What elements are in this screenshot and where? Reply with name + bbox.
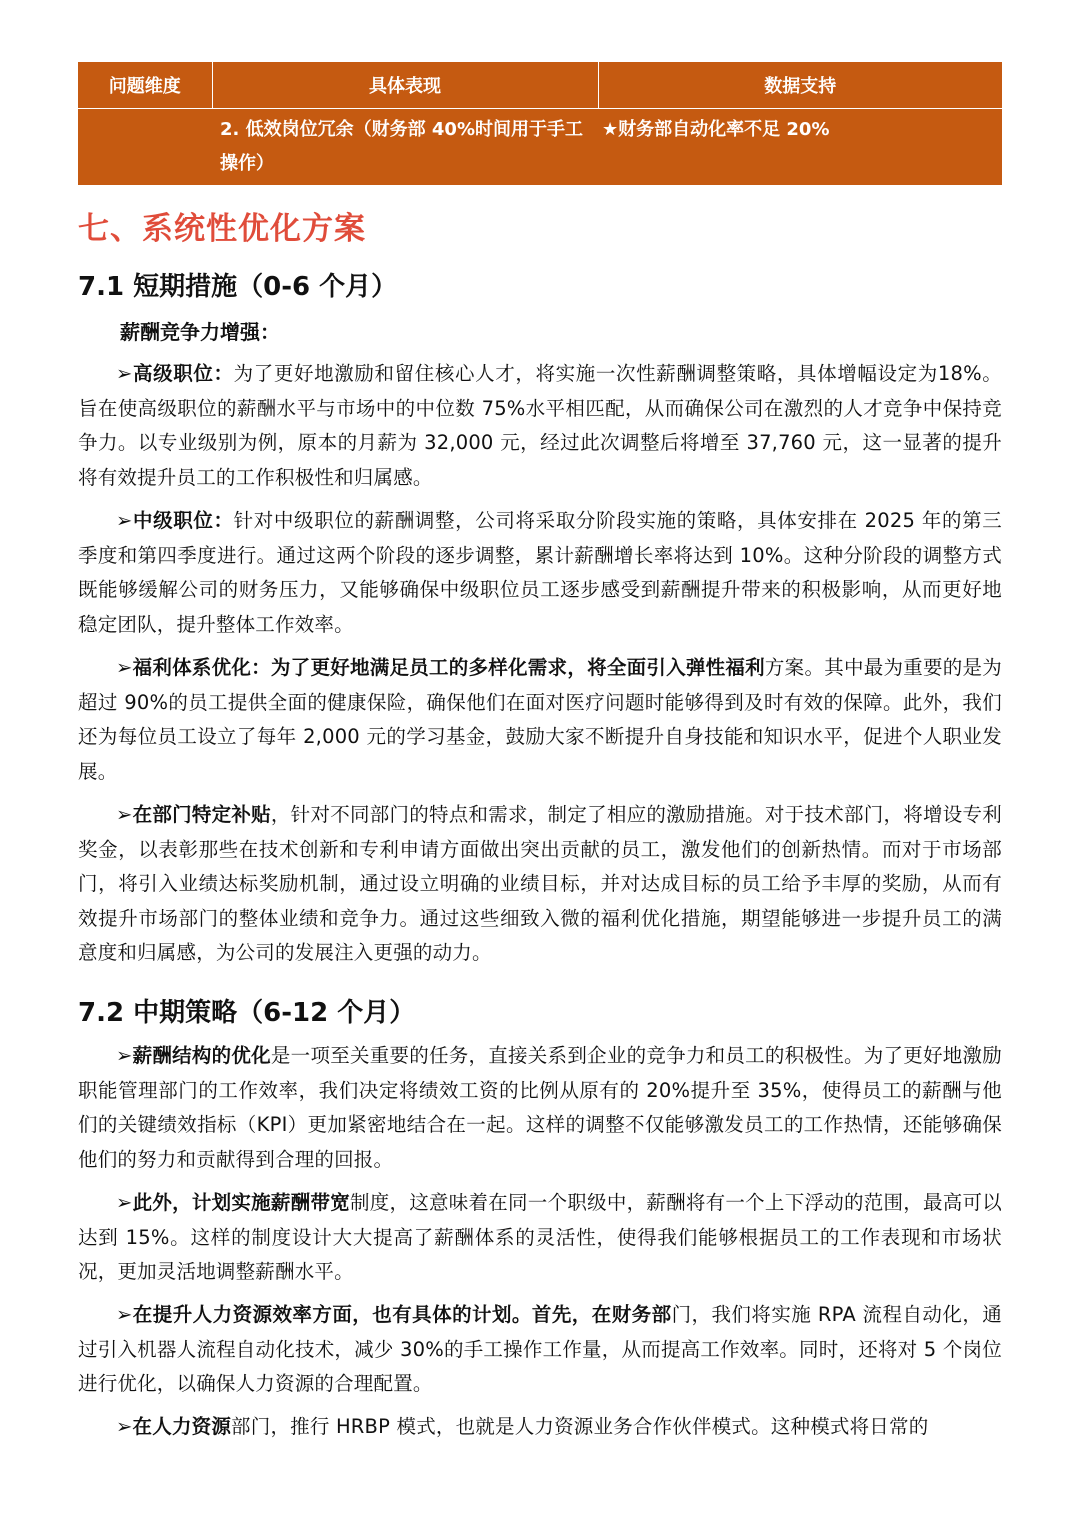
para-lead: ➢在人力资源 [116, 1415, 232, 1438]
table-row [78, 109, 1002, 186]
section-7-title: 七、系统性优化方案 [78, 211, 366, 247]
cell-performance-line1: 2. 低效岗位冗余（财务部 40%时间用于手工 [220, 119, 583, 140]
para-lead: ➢福利体系优化：为了更好地满足员工的多样化需求，将全面引入弹性福利 [116, 656, 765, 679]
header-data-support: 数据支持 [598, 62, 1002, 109]
para-lead: ➢薪酬结构的优化 [116, 1044, 271, 1067]
section-7-1-title: 7.1 短期措施（0-6 个月） [78, 272, 398, 302]
section-7-2-title: 7.2 中期策略（6-12 个月） [78, 998, 416, 1028]
cell-data-support: ★财务部自动化率不足 20% [598, 109, 1002, 186]
header-dimension: 问题维度 [78, 62, 212, 109]
para-lead: ➢中级职位： [116, 509, 234, 532]
para-text: 门，我们将实施 RPA 流程自动化，通过引入机器人流程自动化技术，减少 30%的手工操作工作量，从而提高工作效率。同时，还将对 5 个岗位进行优化，以确保人力资源的合理配置。 [78, 1303, 1002, 1395]
para-lead: ➢高级职位： [116, 362, 234, 385]
header-performance: 具体表现 [212, 62, 598, 109]
para-salary-structure [78, 1039, 1002, 1177]
para-hrbp [78, 1410, 1002, 1445]
para-benefits [78, 651, 1002, 789]
para-salary-band [78, 1186, 1002, 1290]
table-header-row [78, 62, 1002, 109]
cell-performance-line2: 操作） [220, 153, 274, 174]
subhead-salary-competitiveness: 薪酬竞争力增强： [120, 320, 280, 344]
para-lead: ➢在部门特定补贴 [116, 803, 271, 826]
para-department-subsidy [78, 798, 1002, 971]
para-text: ，针对不同部门的特点和需求，制定了相应的激励措施。对于技术部门，将增设专利奖金，以表彰那些在技术创新和专利申请方面做出突出贡献的员工，激发他们的创新热情。而对于市场部门，将引入业绩达标奖励机制，通过设立明确的业绩目标，并对达成目标的员工给予丰厚的奖励，从而有效提升市场部门的整体业绩和竞争力。通过这些细致入微的福利优化措施，期望能够进一步提升员工的满意度和归属感，为公司的发展注入更强的动力。 [78, 803, 1002, 964]
cell-performance [78, 109, 598, 186]
para-text: 制度，这意味着在同一个职级中，薪酬将有一个上下浮动的范围，最高可以达到 15%。这样的制度设计大大提高了薪酬体系的灵活性，使得我们能够根据员工的工作表现和市场状况，更加灵活地调整薪酬水平。 [78, 1191, 1002, 1283]
para-text: 针对中级职位的薪酬调整，公司将采取分阶段实施的策略，具体安排在 2025 年的第三季度和第四季度进行。通过这两个阶段的逐步调整，累计薪酬增长率将达到 10%。这种分阶段的调整方式既能够缓解公司的财务压力，又能够确保中级职位员工逐步感受到薪酬提升带来的积极影响，从而更好地稳定团队，提升整体工作效率。 [78, 509, 1002, 636]
para-senior-positions [78, 357, 1002, 495]
para-text: 是一项至关重要的任务，直接关系到企业的竞争力和员工的积极性。为了更好地激励职能管理部门的工作效率，我们决定将绩效工资的比例从原有的 20%提升至 35%，使得员工的薪酬与他们的关键绩效指标（KPI）更加紧密地结合在一起。这样的调整不仅能够激发员工的工作热情，还能够确保他们的努力和贡献得到合理的回报。 [78, 1044, 1002, 1171]
para-text: 方案。其中最为重要的是为超过 90%的员工提供全面的健康保险，确保他们在面对医疗问题时能够得到及时有效的保障。此外，我们还为每位员工设立了每年 2,000 元的学习基金，鼓励大家不断提升自身技能和知识水平，促进个人职业发展。 [78, 656, 1002, 783]
para-hr-efficiency [78, 1298, 1002, 1402]
para-text: 为了更好地激励和留住核心人才，将实施一次性薪酬调整策略，具体增幅设定为18%。旨在使高级职位的薪酬水平与市场中的中位数 75%水平相匹配，从而确保公司在激烈的人才竞争中保持竞争力。以专业级别为例，原本的月薪为 32,000 元，经过此次调整后将增至 37,760 元，这一显著的提升将有效提升员工的工作积极性和归属感。 [78, 362, 1002, 489]
issue-table [78, 62, 1002, 185]
para-lead: ➢在提升人力资源效率方面，也有具体的计划。首先，在财务部 [116, 1303, 672, 1326]
para-mid-positions [78, 504, 1002, 642]
para-text: 部门，推行 HRBP 模式，也就是人力资源业务合作伙伴模式。这种模式将日常的 [231, 1415, 929, 1438]
para-lead: ➢此外，计划实施薪酬带宽 [116, 1191, 350, 1214]
